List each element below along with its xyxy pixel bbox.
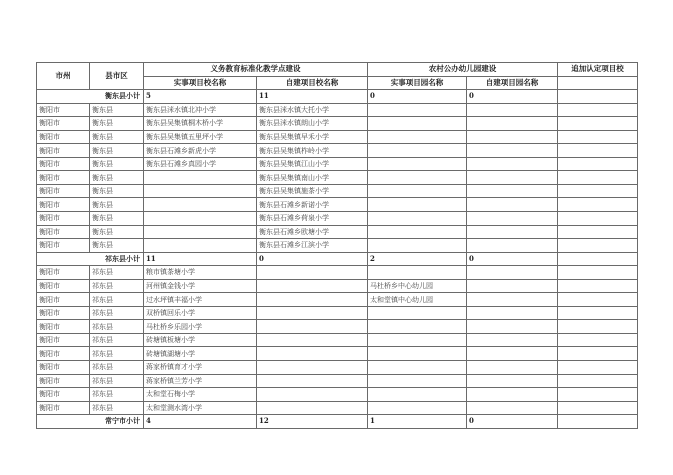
table-row <box>37 333 638 347</box>
table-cell: 衡东县 <box>90 184 144 198</box>
table-cell: 祁东县 <box>90 401 144 415</box>
project-table <box>36 62 638 429</box>
table-cell: 衡东县吴集镇桐木桥小学 <box>144 117 257 131</box>
table-cell: 衡东县洣水镇朗山小学 <box>257 117 368 131</box>
table-cell <box>467 266 558 280</box>
table-cell <box>144 198 257 212</box>
table-cell <box>558 198 638 212</box>
table-cell: 衡阳市 <box>37 347 90 361</box>
table-cell <box>558 279 638 293</box>
table-cell: 祁东县 <box>90 333 144 347</box>
table-cell <box>558 130 638 144</box>
table-cell: 蒋家桥镇育才小学 <box>144 361 257 375</box>
table-cell <box>368 320 467 334</box>
table-cell <box>467 320 558 334</box>
table-row <box>37 306 638 320</box>
table-cell: 砖塘镇板塘小学 <box>144 333 257 347</box>
table-row <box>37 347 638 361</box>
table-cell: 衡东县吴集镇施茶小学 <box>257 184 368 198</box>
table-cell: 河州镇金钱小学 <box>144 279 257 293</box>
table-cell: 祁东县 <box>90 266 144 280</box>
table-cell <box>368 184 467 198</box>
subtotal-value <box>558 90 638 104</box>
table-cell: 衡阳市 <box>37 293 90 307</box>
subtotal-row <box>37 415 638 429</box>
table-cell <box>144 212 257 226</box>
table-cell <box>558 212 638 226</box>
subtotal-value: 11 <box>257 90 368 104</box>
table-row <box>37 130 638 144</box>
table-cell <box>558 157 638 171</box>
table-cell <box>558 320 638 334</box>
subtotal-row <box>37 90 638 104</box>
table-cell <box>368 117 467 131</box>
table-cell <box>257 306 368 320</box>
table-cell: 衡阳市 <box>37 279 90 293</box>
subtotal-row <box>37 252 638 266</box>
header-extra-blank <box>558 76 638 90</box>
table-cell <box>467 225 558 239</box>
subtotal-value <box>558 252 638 266</box>
subtotal-value: 0 <box>257 252 368 266</box>
header-row-1 <box>37 63 638 77</box>
table-cell: 衡阳市 <box>37 388 90 402</box>
table-row <box>37 374 638 388</box>
table-cell: 衡阳市 <box>37 239 90 253</box>
table-cell: 衡东县石滩乡新虎小学 <box>144 144 257 158</box>
subtotal-value: 0 <box>467 252 558 266</box>
table-cell: 衡东县石滩乡新诺小学 <box>257 198 368 212</box>
table-cell <box>257 347 368 361</box>
table-cell <box>558 239 638 253</box>
table-cell <box>558 374 638 388</box>
table-cell: 砖塘镇湖塘小学 <box>144 347 257 361</box>
header-city: 市州 <box>37 63 90 90</box>
table-cell: 衡阳市 <box>37 184 90 198</box>
table-cell <box>144 184 257 198</box>
table-cell <box>467 157 558 171</box>
subtotal-value <box>558 415 638 429</box>
table-cell <box>368 266 467 280</box>
table-cell: 衡阳市 <box>37 103 90 117</box>
table-cell <box>368 130 467 144</box>
table-cell <box>257 333 368 347</box>
subtotal-value: 5 <box>144 90 257 104</box>
subtotal-value: 12 <box>257 415 368 429</box>
table-cell <box>558 361 638 375</box>
table-cell <box>257 279 368 293</box>
table-row <box>37 279 638 293</box>
table-row <box>37 117 638 131</box>
table-cell: 衡阳市 <box>37 266 90 280</box>
table-cell: 衡东县 <box>90 212 144 226</box>
subtotal-value: 4 <box>144 415 257 429</box>
subtotal-value: 1 <box>368 415 467 429</box>
subtotal-label: 衡东县小计 <box>37 90 144 104</box>
table-cell <box>368 347 467 361</box>
table-row <box>37 239 638 253</box>
table-cell: 粮市镇茶塘小学 <box>144 266 257 280</box>
table-cell: 衡东县石滩乡真园小学 <box>144 157 257 171</box>
table-cell: 衡阳市 <box>37 212 90 226</box>
table-cell: 衡东县吴集镇南山小学 <box>257 171 368 185</box>
table-row <box>37 293 638 307</box>
subtotal-label: 祁东县小计 <box>37 252 144 266</box>
subtotal-value: 0 <box>467 90 558 104</box>
subtotal-value: 0 <box>368 90 467 104</box>
table-cell <box>257 320 368 334</box>
table-cell <box>467 374 558 388</box>
table-cell: 衡阳市 <box>37 144 90 158</box>
header-school-zijian: 自建项目校名称 <box>257 76 368 90</box>
table-cell: 衡东县吴集镇江山小学 <box>257 157 368 171</box>
table-cell: 衡东县 <box>90 239 144 253</box>
table-cell: 太和堂石梅小学 <box>144 388 257 402</box>
table-cell <box>558 266 638 280</box>
table-cell <box>467 333 558 347</box>
header-school-group: 义务教育标准化教学点建设 <box>144 63 368 77</box>
table-cell <box>368 144 467 158</box>
table-cell: 衡东县石滩乡江滨小学 <box>257 239 368 253</box>
table-cell <box>368 157 467 171</box>
table-cell: 衡阳市 <box>37 130 90 144</box>
table-cell <box>368 374 467 388</box>
table-row <box>37 361 638 375</box>
table-cell <box>558 103 638 117</box>
table-row <box>37 212 638 226</box>
table-cell: 衡东县 <box>90 117 144 131</box>
table-cell: 太和堂测水湾小学 <box>144 401 257 415</box>
header-extra: 追加认定项目校 <box>558 63 638 77</box>
table-cell <box>368 103 467 117</box>
table-cell <box>467 401 558 415</box>
table-cell: 衡阳市 <box>37 333 90 347</box>
table-cell: 马杜桥乡中心幼儿园 <box>368 279 467 293</box>
table-cell <box>558 171 638 185</box>
table-cell <box>257 266 368 280</box>
table-cell: 祁东县 <box>90 347 144 361</box>
table-cell <box>558 184 638 198</box>
table-cell <box>368 239 467 253</box>
table-cell: 衡阳市 <box>37 225 90 239</box>
table-cell: 衡东县 <box>90 171 144 185</box>
table-cell <box>467 306 558 320</box>
table-cell <box>467 144 558 158</box>
table-cell: 衡阳市 <box>37 171 90 185</box>
header-school-shishi: 实事项目校名称 <box>144 76 257 90</box>
table-cell <box>467 117 558 131</box>
table-cell <box>368 306 467 320</box>
table-row <box>37 388 638 402</box>
table-cell <box>144 171 257 185</box>
table-row <box>37 320 638 334</box>
table-cell: 衡东县洣水镇大托小学 <box>257 103 368 117</box>
table-cell: 衡东县吴集镇柞岭小学 <box>257 144 368 158</box>
table-cell: 衡阳市 <box>37 320 90 334</box>
table-cell <box>467 239 558 253</box>
table-row <box>37 171 638 185</box>
table-cell <box>558 144 638 158</box>
table-cell: 祁东县 <box>90 374 144 388</box>
header-kinder-shishi: 实事项目园名称 <box>368 76 467 90</box>
table-cell: 过水坪镇丰福小学 <box>144 293 257 307</box>
table-cell: 衡东县石滩乡荷泉小学 <box>257 212 368 226</box>
table-cell <box>368 361 467 375</box>
table-row <box>37 225 638 239</box>
table-row <box>37 198 638 212</box>
table-cell: 衡东县 <box>90 198 144 212</box>
table-cell: 衡阳市 <box>37 117 90 131</box>
subtotal-value: 11 <box>144 252 257 266</box>
table-cell <box>558 388 638 402</box>
table-cell <box>467 279 558 293</box>
table-cell <box>467 293 558 307</box>
table-cell: 双桥镇回乐小学 <box>144 306 257 320</box>
table-row <box>37 144 638 158</box>
table-cell <box>257 374 368 388</box>
table-cell <box>467 198 558 212</box>
table-cell <box>257 293 368 307</box>
table-cell: 蒋家桥镇兰芳小学 <box>144 374 257 388</box>
table-cell <box>467 184 558 198</box>
table-cell: 马杜桥乡乐园小学 <box>144 320 257 334</box>
table-cell: 衡阳市 <box>37 374 90 388</box>
table-cell: 衡阳市 <box>37 198 90 212</box>
subtotal-value: 0 <box>467 415 558 429</box>
table-cell: 衡东县 <box>90 157 144 171</box>
table-row <box>37 266 638 280</box>
table-row <box>37 401 638 415</box>
table-cell: 衡东县 <box>90 144 144 158</box>
table-cell <box>467 103 558 117</box>
table-cell: 衡东县吴集镇五里坪小学 <box>144 130 257 144</box>
table-row <box>37 103 638 117</box>
table-cell <box>257 401 368 415</box>
table-cell <box>368 171 467 185</box>
table-cell: 衡阳市 <box>37 361 90 375</box>
table-cell <box>467 171 558 185</box>
header-county: 县市区 <box>90 63 144 90</box>
table-cell: 祁东县 <box>90 279 144 293</box>
table-cell: 衡东县 <box>90 225 144 239</box>
table-cell <box>368 198 467 212</box>
table-cell <box>368 333 467 347</box>
table-cell <box>257 361 368 375</box>
table-cell <box>467 347 558 361</box>
table-cell: 衡东县 <box>90 130 144 144</box>
table-cell <box>558 306 638 320</box>
table-cell <box>144 239 257 253</box>
table-cell <box>368 388 467 402</box>
table-cell: 衡阳市 <box>37 306 90 320</box>
header-kinder-zijian: 自建项目园名称 <box>467 76 558 90</box>
subtotal-label: 常宁市小计 <box>37 415 144 429</box>
table-cell: 衡阳市 <box>37 157 90 171</box>
table-cell: 祁东县 <box>90 306 144 320</box>
table-cell <box>558 117 638 131</box>
table-cell <box>558 347 638 361</box>
header-kinder-group: 农村公办幼儿园建设 <box>368 63 558 77</box>
table-cell <box>257 388 368 402</box>
table-cell <box>368 225 467 239</box>
table-cell <box>144 225 257 239</box>
subtotal-value: 2 <box>368 252 467 266</box>
table-cell: 祁东县 <box>90 320 144 334</box>
table-cell: 衡东县 <box>90 103 144 117</box>
table-cell: 祁东县 <box>90 388 144 402</box>
table-cell <box>467 212 558 226</box>
table-cell: 太和堂镇中心幼儿园 <box>368 293 467 307</box>
table-cell: 衡东县洣水镇北冲小学 <box>144 103 257 117</box>
table-cell <box>467 130 558 144</box>
table-cell <box>558 293 638 307</box>
table-cell <box>368 401 467 415</box>
table-cell: 衡东县吴集镇早禾小学 <box>257 130 368 144</box>
table-cell <box>368 212 467 226</box>
table-cell: 祁东县 <box>90 293 144 307</box>
table-cell <box>558 333 638 347</box>
table-cell <box>558 225 638 239</box>
table-cell: 衡东县石滩乡欧塘小学 <box>257 225 368 239</box>
table-cell: 祁东县 <box>90 361 144 375</box>
table-row <box>37 157 638 171</box>
table-cell <box>467 388 558 402</box>
table-cell <box>467 361 558 375</box>
table-cell <box>558 401 638 415</box>
table-cell: 衡阳市 <box>37 401 90 415</box>
table-row <box>37 184 638 198</box>
